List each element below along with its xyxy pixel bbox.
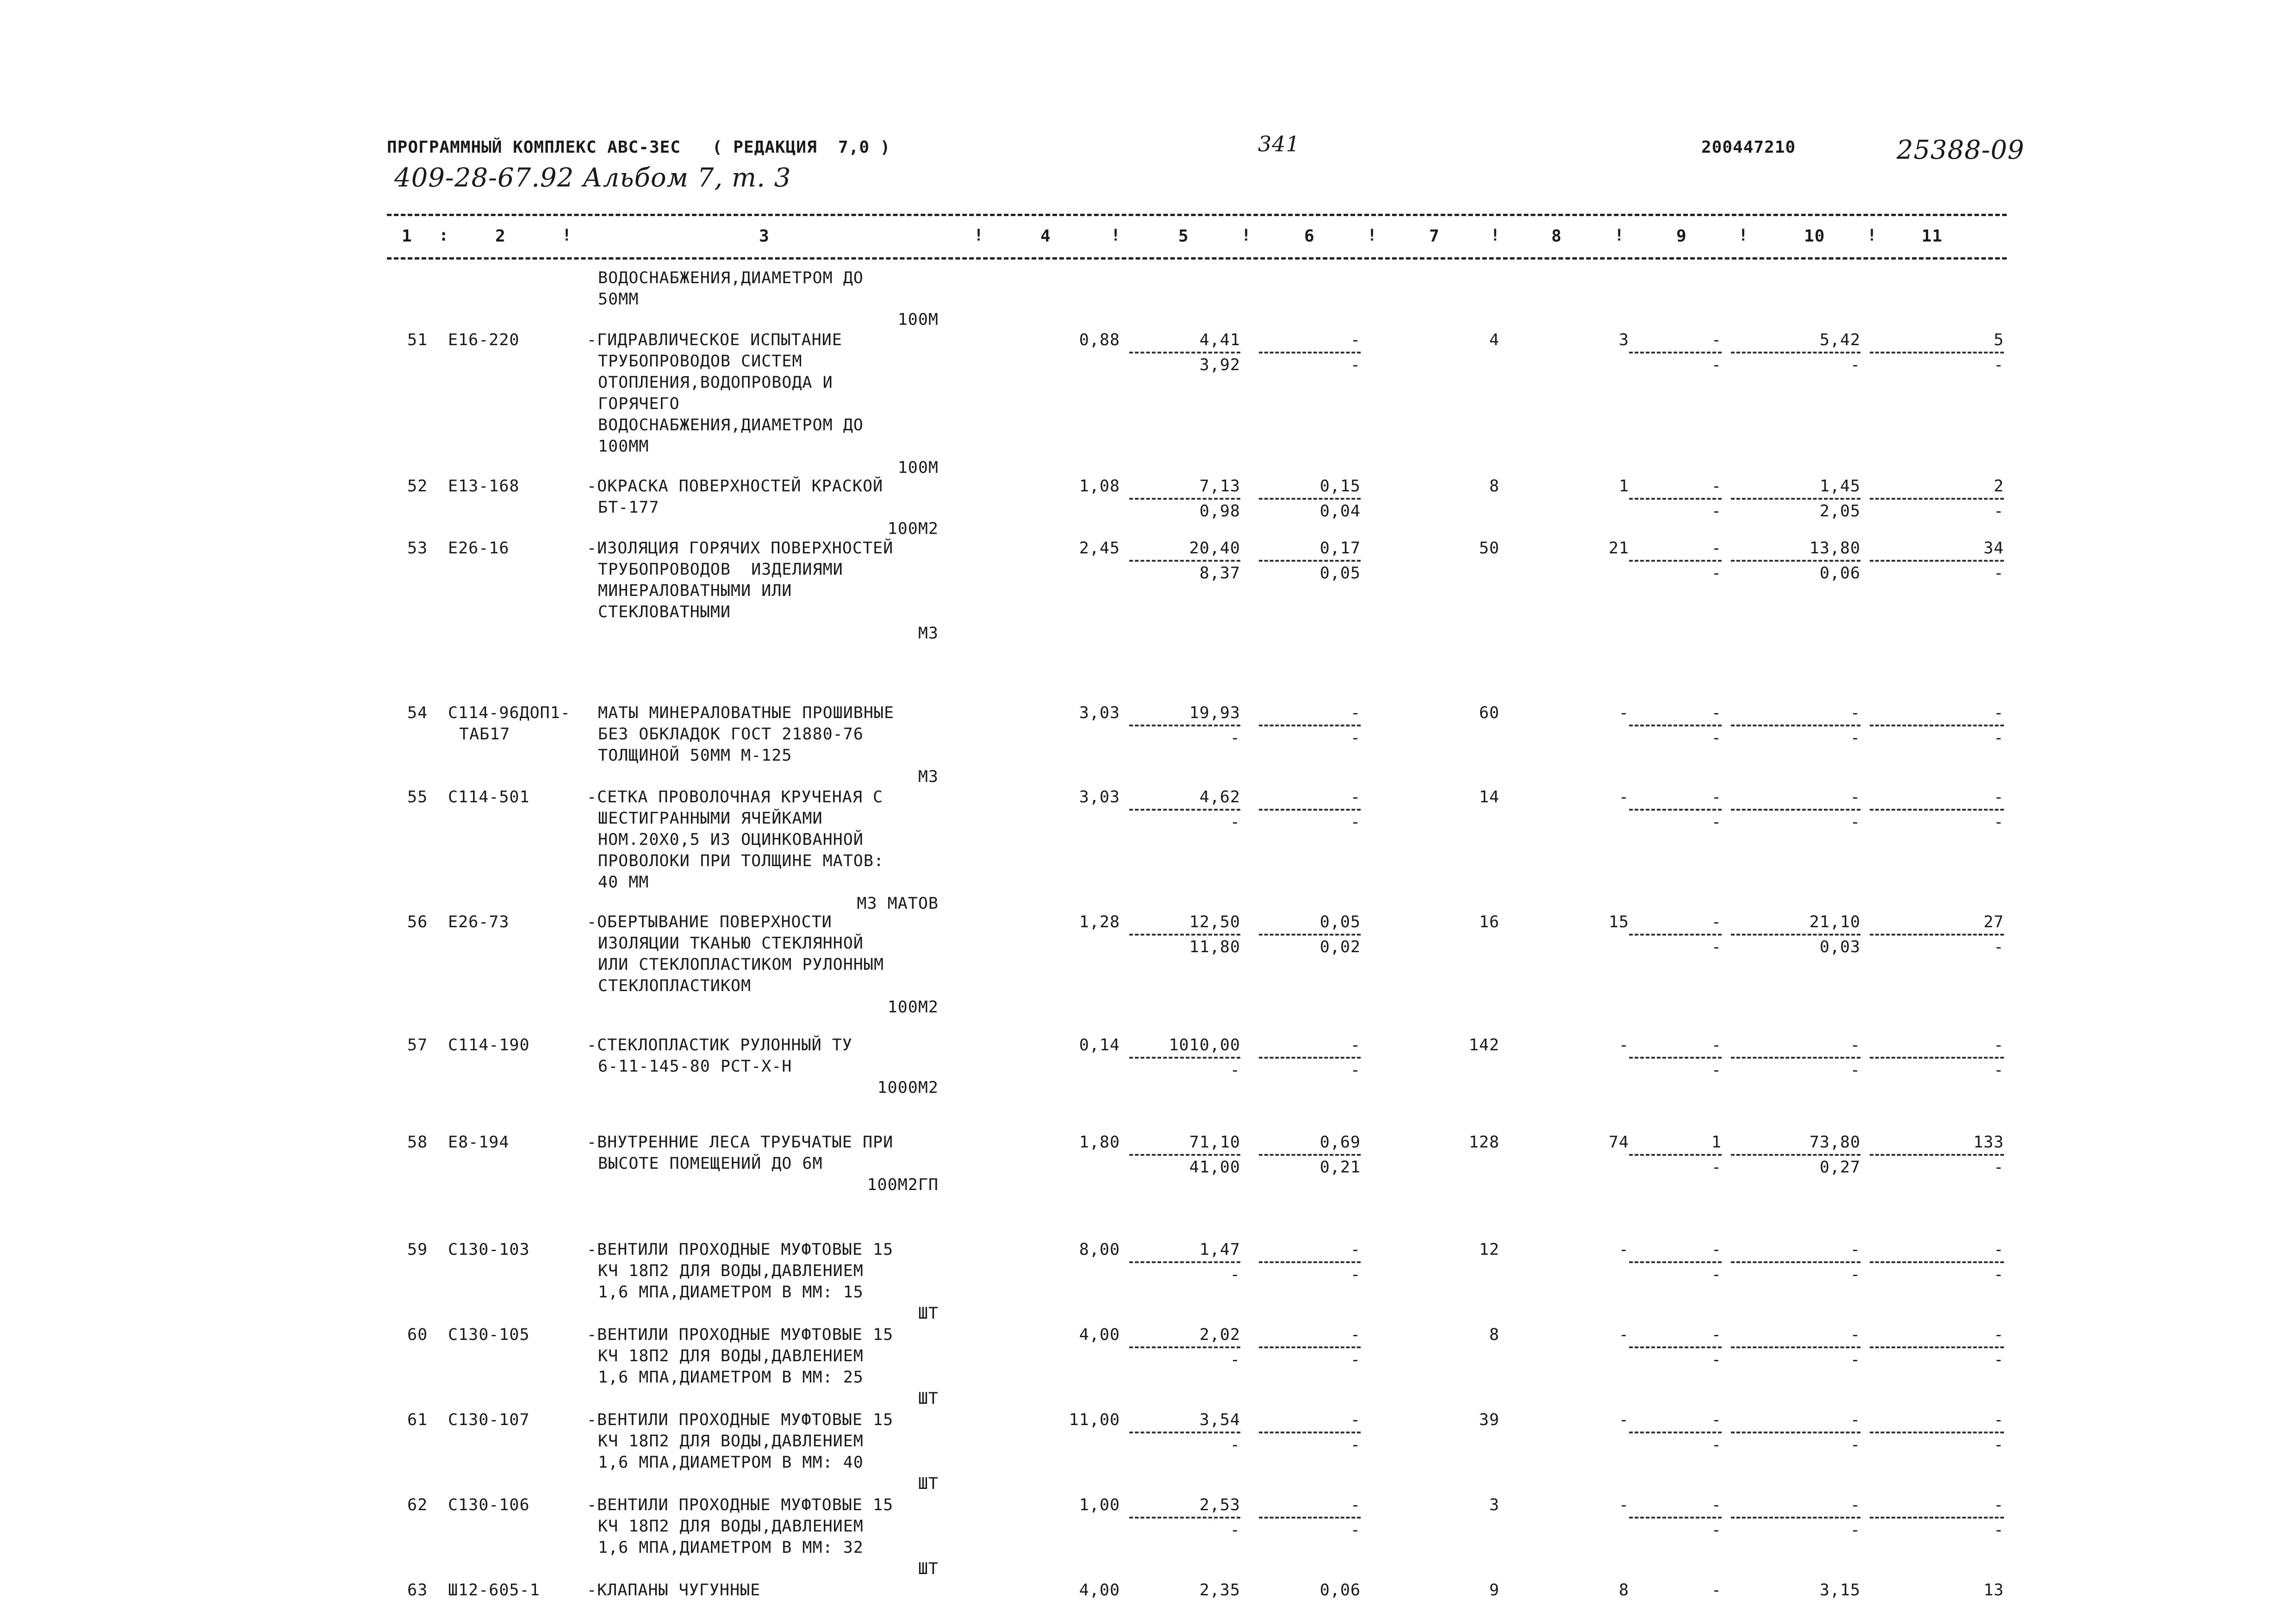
- description-line: -ОБЕРТЫВАНИЕ ПОВЕРХНОСТИ: [587, 913, 832, 931]
- value-col-5: 4,41: [1199, 331, 1240, 349]
- description-line: -ВЕНТИЛИ ПРОХОДНЫЕ МУФТОВЫЕ 15: [587, 1240, 894, 1259]
- value-col-8: 74: [1608, 1133, 1629, 1152]
- description-line: ВОДОСНАБЖЕНИЯ,ДИАМЕТРОМ ДО: [598, 416, 864, 434]
- value-col-6: -: [1350, 331, 1361, 349]
- resource-code: Е8-194: [448, 1133, 510, 1152]
- column-separator: !: [1367, 226, 1378, 245]
- value-col-9: -: [1711, 1581, 1722, 1600]
- description-line: 40 ММ: [598, 873, 649, 892]
- description-line: БЕЗ ОБКЛАДОК ГОСТ 21880-76: [598, 725, 864, 744]
- value-col-6-secondary: -: [1259, 725, 1361, 749]
- description-line: -ВЕНТИЛИ ПРОХОДНЫЕ МУФТОВЫЕ 15: [587, 1411, 894, 1429]
- row-number: 57: [407, 1036, 428, 1054]
- value-col-6: -: [1350, 1411, 1361, 1429]
- column-separator: !: [1490, 226, 1501, 245]
- value-col-11: 5: [1993, 331, 2004, 349]
- unit-of-measure: М3 МАТОВ: [857, 894, 939, 913]
- value-col-9: -: [1711, 704, 1722, 722]
- value-col-8: 1: [1618, 477, 1629, 496]
- value-col-4: 1,00: [1079, 1496, 1120, 1514]
- value-col-8: -: [1618, 704, 1629, 722]
- description-line: 1,6 МПА,ДИАМЕТРОМ В ММ: 15: [598, 1283, 864, 1302]
- value-col-5: 1010,00: [1169, 1036, 1240, 1054]
- description-line: ШЕСТИГРАННЫМИ ЯЧЕЙКАМИ: [598, 809, 823, 828]
- description-line: КЧ 18П2 ДЛЯ ВОДЫ,ДАВЛЕНИЕМ: [598, 1347, 864, 1365]
- value-col-9: -: [1711, 1036, 1722, 1054]
- unit-of-measure: ШТ: [918, 1560, 939, 1578]
- value-col-4: 4,00: [1079, 1326, 1120, 1344]
- column-separator: !: [1111, 226, 1121, 245]
- value-col-10: -: [1850, 1411, 1860, 1429]
- description-line: ИЛИ СТЕКЛОПЛАСТИКОМ РУЛОННЫМ: [598, 955, 884, 974]
- column-separator: !: [1241, 226, 1252, 245]
- value-col-8: 21: [1608, 539, 1629, 558]
- value-col-11-secondary: -: [1870, 498, 2004, 522]
- column-header-6: 6: [1304, 227, 1315, 246]
- column-separator: !: [1738, 226, 1749, 245]
- description-line: СТЕКЛОПЛАСТИКОМ: [598, 977, 752, 995]
- value-col-5-secondary: -: [1129, 1432, 1240, 1456]
- value-col-11: 34: [1983, 539, 2004, 558]
- description-line: -СЕТКА ПРОВОЛОЧНАЯ КРУЧЕНАЯ С: [587, 788, 884, 806]
- value-col-10: 3,15: [1819, 1581, 1860, 1600]
- value-col-10-secondary: -: [1731, 1432, 1860, 1456]
- value-col-8: 3: [1618, 331, 1629, 349]
- value-col-5-secondary: -: [1129, 809, 1240, 833]
- value-col-6-secondary: -: [1259, 1057, 1361, 1081]
- table-top-rule: [387, 214, 2007, 216]
- value-col-9: -: [1711, 913, 1722, 931]
- row-number: 56: [407, 913, 428, 931]
- unit-of-measure: ШТ: [918, 1304, 939, 1323]
- value-col-4: 0,14: [1079, 1036, 1120, 1054]
- row-number: 55: [407, 788, 428, 806]
- value-col-5: 12,50: [1189, 913, 1240, 931]
- value-col-10: -: [1850, 788, 1860, 806]
- value-col-10-secondary: -: [1731, 809, 1860, 833]
- value-col-11: -: [1993, 704, 2004, 722]
- value-col-6-secondary: 0,05: [1259, 560, 1361, 584]
- value-col-11-secondary: -: [1870, 1057, 2004, 1081]
- value-col-8: -: [1618, 1326, 1629, 1344]
- value-col-6: 0,69: [1319, 1133, 1361, 1152]
- value-col-11-secondary: -: [1870, 725, 2004, 749]
- description-line: ПРОВОЛОКИ ПРИ ТОЛЩИНЕ МАТОВ:: [598, 852, 884, 870]
- description-line: 6-11-145-80 РСТ-Х-Н: [598, 1057, 792, 1076]
- value-col-4: 0,88: [1079, 331, 1120, 349]
- value-col-11-secondary: -: [1870, 1517, 2004, 1541]
- resource-code: С130-107: [448, 1411, 530, 1429]
- value-col-5-secondary: -: [1129, 1346, 1240, 1370]
- resource-code: С114-96ДОП1-: [448, 704, 571, 722]
- value-col-4: 3,03: [1079, 704, 1120, 722]
- column-header-11: 11: [1922, 227, 1943, 246]
- description-line: ИЗОЛЯЦИИ ТКАНЬЮ СТЕКЛЯННОЙ: [598, 934, 864, 953]
- description-line: 100ММ: [598, 437, 649, 456]
- description-line: -ВЕНТИЛИ ПРОХОДНЫЕ МУФТОВЫЕ 15: [587, 1496, 894, 1514]
- continuation-line-1: ВОДОСНАБЖЕНИЯ,ДИАМЕТРОМ ДО: [598, 269, 864, 287]
- value-col-10: -: [1850, 1496, 1860, 1514]
- value-col-10-secondary: -: [1731, 1346, 1860, 1370]
- row-number: 63: [407, 1581, 428, 1600]
- unit-of-measure: 100М2: [887, 520, 939, 538]
- value-col-9: -: [1711, 788, 1722, 806]
- value-col-7: 39: [1479, 1411, 1500, 1429]
- value-col-7: 4: [1489, 331, 1500, 349]
- value-col-10-secondary: 0,06: [1731, 560, 1860, 584]
- resource-code: Е26-73: [448, 913, 510, 931]
- value-col-10: 1,45: [1819, 477, 1860, 496]
- value-col-7: 16: [1479, 913, 1500, 931]
- description-line: КЧ 18П2 ДЛЯ ВОДЫ,ДАВЛЕНИЕМ: [598, 1517, 864, 1536]
- value-col-9-secondary: -: [1629, 809, 1722, 833]
- value-col-10-secondary: 0,27: [1731, 1154, 1860, 1178]
- value-col-6: 0,05: [1319, 913, 1361, 931]
- value-col-5: 2,35: [1199, 1581, 1240, 1600]
- description-line: -ИЗОЛЯЦИЯ ГОРЯЧИХ ПОВЕРХНОСТЕЙ: [587, 539, 894, 558]
- description-line: 1,6 МПА,ДИАМЕТРОМ В ММ: 40: [598, 1453, 864, 1472]
- value-col-10: 73,80: [1809, 1133, 1860, 1152]
- value-col-11-secondary: -: [1870, 560, 2004, 584]
- description-line: -ОКРАСКА ПОВЕРХНОСТЕЙ КРАСКОЙ: [587, 477, 884, 496]
- value-col-10: 5,42: [1819, 331, 1860, 349]
- column-header-4: 4: [1040, 227, 1051, 246]
- description-line: 1,6 МПА,ДИАМЕТРОМ В ММ: 25: [598, 1368, 864, 1387]
- description-line: КЧ 18П2 ДЛЯ ВОДЫ,ДАВЛЕНИЕМ: [598, 1432, 864, 1451]
- value-col-5: 3,54: [1199, 1411, 1240, 1429]
- unit-of-measure: 100М2ГП: [867, 1176, 939, 1194]
- value-col-5: 2,02: [1199, 1326, 1240, 1344]
- value-col-11: -: [1993, 1326, 2004, 1344]
- value-col-5: 71,10: [1189, 1133, 1240, 1152]
- value-col-11: -: [1993, 1411, 2004, 1429]
- column-header-9: 9: [1676, 227, 1687, 246]
- value-col-4: 8,00: [1079, 1240, 1120, 1259]
- value-col-4: 1,08: [1079, 477, 1120, 496]
- value-col-4: 2,45: [1079, 539, 1120, 558]
- value-col-4: 4,00: [1079, 1581, 1120, 1600]
- table-header-rule: [387, 257, 2007, 260]
- unit-of-measure: 100М: [897, 459, 939, 477]
- unit-of-measure: ШТ: [918, 1475, 939, 1493]
- value-col-10-secondary: -: [1731, 1261, 1860, 1285]
- column-header-1: 1: [402, 227, 412, 246]
- value-col-9-secondary: -: [1629, 1432, 1722, 1456]
- value-col-9: -: [1711, 1240, 1722, 1259]
- value-col-11-secondary: -: [1870, 352, 2004, 376]
- value-col-10-secondary: 2,05: [1731, 498, 1860, 522]
- value-col-4: 3,03: [1079, 788, 1120, 806]
- value-col-8: -: [1618, 1036, 1629, 1054]
- value-col-8: -: [1618, 788, 1629, 806]
- value-col-11: 13: [1983, 1581, 2004, 1600]
- description-line: 1,6 МПА,ДИАМЕТРОМ В ММ: 32: [598, 1538, 864, 1557]
- row-number: 61: [407, 1411, 428, 1429]
- resource-code: С130-106: [448, 1496, 530, 1514]
- value-col-11-secondary: -: [1870, 809, 2004, 833]
- column-separator: :: [439, 226, 449, 245]
- description-line: МИНЕРАЛОВАТНЫМИ ИЛИ: [598, 582, 792, 600]
- column-header-2: 2: [495, 227, 506, 246]
- description-line: ГОРЯЧЕГО: [598, 395, 680, 413]
- value-col-9: -: [1711, 539, 1722, 558]
- description-line: БТ-177: [598, 498, 660, 517]
- value-col-9-secondary: -: [1629, 1517, 1722, 1541]
- column-header-3: 3: [759, 227, 770, 246]
- value-col-9: -: [1711, 331, 1722, 349]
- description-line: ОТОПЛЕНИЯ,ВОДОПРОВОДА И: [598, 373, 833, 392]
- value-col-11-secondary: -: [1870, 934, 2004, 958]
- value-col-5-secondary: 11,80: [1129, 934, 1240, 958]
- value-col-5-secondary: -: [1129, 1261, 1240, 1285]
- value-col-6: -: [1350, 704, 1361, 722]
- column-header-7: 7: [1429, 227, 1440, 246]
- album-reference: 409-28-67.92 Альбом 7, т. 3: [394, 163, 791, 193]
- value-col-9: -: [1711, 477, 1722, 496]
- resource-code: Е13-168: [448, 477, 520, 496]
- value-col-11-secondary: -: [1870, 1154, 2004, 1178]
- value-col-6-secondary: -: [1259, 1261, 1361, 1285]
- value-col-5-secondary: 3,92: [1129, 352, 1240, 376]
- value-col-11: -: [1993, 1240, 2004, 1259]
- column-header-10: 10: [1804, 227, 1825, 246]
- program-header: ПРОГРАММНЫЙ КОМПЛЕКС АВС-3ЕС ( РЕДАКЦИЯ 7,0 ): [387, 138, 891, 157]
- value-col-8: -: [1618, 1411, 1629, 1429]
- value-col-7: 3: [1489, 1496, 1500, 1514]
- value-col-5: 19,93: [1189, 704, 1240, 722]
- value-col-7: 128: [1468, 1133, 1500, 1152]
- value-col-11-secondary: -: [1870, 1261, 2004, 1285]
- value-col-10-secondary: -: [1731, 1517, 1860, 1541]
- resource-code: Ш12-605-1: [448, 1581, 540, 1600]
- row-number: 60: [407, 1326, 428, 1344]
- value-col-5-secondary: 8,37: [1129, 560, 1240, 584]
- value-col-10-secondary: -: [1731, 352, 1860, 376]
- value-col-7: 60: [1479, 704, 1500, 722]
- value-col-6-secondary: -: [1259, 1517, 1361, 1541]
- row-number: 62: [407, 1496, 428, 1514]
- value-col-5-secondary: 0,98: [1129, 498, 1240, 522]
- value-col-5: 1,47: [1199, 1240, 1240, 1259]
- resource-code: С130-105: [448, 1326, 530, 1344]
- description-line: ТОЛЩИНОЙ 50ММ М-125: [598, 746, 792, 765]
- unit-of-measure: М3: [918, 768, 939, 786]
- description-line: КЧ 18П2 ДЛЯ ВОДЫ,ДАВЛЕНИЕМ: [598, 1262, 864, 1280]
- description-line: НОМ.20Х0,5 ИЗ ОЦИНКОВАННОЙ: [598, 831, 864, 849]
- value-col-9-secondary: -: [1629, 934, 1722, 958]
- value-col-5-secondary: -: [1129, 1517, 1240, 1541]
- value-col-7: 14: [1479, 788, 1500, 806]
- page-number: 341: [1258, 131, 1300, 156]
- description-line: -ВЕНТИЛИ ПРОХОДНЫЕ МУФТОВЫЕ 15: [587, 1326, 894, 1344]
- value-col-9-secondary: -: [1629, 1154, 1722, 1178]
- value-col-7: 9: [1489, 1581, 1500, 1600]
- description-line: СТЕКЛОВАТНЫМИ: [598, 603, 731, 621]
- value-col-11: -: [1993, 788, 2004, 806]
- value-col-6: 0,06: [1319, 1581, 1361, 1600]
- resource-code: Е26-16: [448, 539, 510, 558]
- value-col-6-secondary: 0,02: [1259, 934, 1361, 958]
- value-col-5-secondary: -: [1129, 1057, 1240, 1081]
- document-code: 200447210: [1701, 138, 1796, 157]
- value-col-9-secondary: -: [1629, 1261, 1722, 1285]
- value-col-4: 1,28: [1079, 913, 1120, 931]
- resource-code: С130-103: [448, 1240, 530, 1259]
- value-col-6: 0,17: [1319, 539, 1361, 558]
- value-col-6-secondary: -: [1259, 809, 1361, 833]
- continuation-line-2: 50ММ: [598, 290, 639, 309]
- value-col-11-secondary: -: [1870, 1432, 2004, 1456]
- value-col-8: -: [1618, 1240, 1629, 1259]
- value-col-11: 133: [1973, 1133, 2004, 1152]
- value-col-10: -: [1850, 1326, 1860, 1344]
- column-header-5: 5: [1178, 227, 1189, 246]
- value-col-5: 20,40: [1189, 539, 1240, 558]
- value-col-6-secondary: -: [1259, 1346, 1361, 1370]
- resource-code: С114-190: [448, 1036, 530, 1054]
- description-line: -ВНУТРЕННИЕ ЛЕСА ТРУБЧАТЫЕ ПРИ: [587, 1133, 894, 1152]
- value-col-5-secondary: 41,00: [1129, 1154, 1240, 1178]
- row-number: 52: [407, 477, 428, 496]
- value-col-11: -: [1993, 1036, 2004, 1054]
- value-col-10: 21,10: [1809, 913, 1860, 931]
- value-col-7: 8: [1489, 1326, 1500, 1344]
- column-separator: !: [1867, 226, 1878, 245]
- value-col-8: -: [1618, 1496, 1629, 1514]
- value-col-8: 15: [1608, 913, 1629, 931]
- value-col-7: 8: [1489, 477, 1500, 496]
- value-col-10-secondary: -: [1731, 1057, 1860, 1081]
- value-col-6: -: [1350, 1496, 1361, 1514]
- unit-of-measure: 1000М2: [877, 1079, 939, 1097]
- value-col-6: -: [1350, 1326, 1361, 1344]
- value-col-6-secondary: -: [1259, 1432, 1361, 1456]
- continuation-unit: 100М: [897, 310, 939, 329]
- value-col-9-secondary: -: [1629, 1057, 1722, 1081]
- row-number: 58: [407, 1133, 428, 1152]
- value-col-10: 13,80: [1809, 539, 1860, 558]
- value-col-9-secondary: -: [1629, 1346, 1722, 1370]
- value-col-9-secondary: -: [1629, 352, 1722, 376]
- value-col-9-secondary: -: [1629, 725, 1722, 749]
- row-number: 51: [407, 331, 428, 349]
- value-col-11: -: [1993, 1496, 2004, 1514]
- value-col-10: -: [1850, 704, 1860, 722]
- unit-of-measure: ШТ: [918, 1389, 939, 1408]
- value-col-10: -: [1850, 1240, 1860, 1259]
- value-col-9: -: [1711, 1496, 1722, 1514]
- row-number: 54: [407, 704, 428, 722]
- description-line: ТРУБОПРОВОДОВ СИСТЕМ: [598, 352, 803, 371]
- value-col-6-secondary: 0,21: [1259, 1154, 1361, 1178]
- value-col-6-secondary: 0,04: [1259, 498, 1361, 522]
- value-col-9-secondary: -: [1629, 560, 1722, 584]
- description-line: -ГИДРАВЛИЧЕСКОЕ ИСПЫТАНИЕ: [587, 331, 842, 349]
- value-col-6: -: [1350, 1036, 1361, 1054]
- value-col-9-secondary: -: [1629, 498, 1722, 522]
- value-col-8: 8: [1618, 1581, 1629, 1600]
- stamp-number: 25388-09: [1897, 135, 2025, 165]
- description-line: -СТЕКЛОПЛАСТИК РУЛОННЫЙ ТУ: [587, 1036, 852, 1054]
- value-col-9: -: [1711, 1326, 1722, 1344]
- unit-of-measure: 100М2: [887, 998, 939, 1017]
- value-col-10-secondary: -: [1731, 725, 1860, 749]
- value-col-6: -: [1350, 1240, 1361, 1259]
- value-col-7: 50: [1479, 539, 1500, 558]
- value-col-11: 27: [1983, 913, 2004, 931]
- value-col-9: 1: [1711, 1133, 1722, 1152]
- column-separator: !: [562, 226, 572, 245]
- value-col-11: 2: [1993, 477, 2004, 496]
- row-number: 53: [407, 539, 428, 558]
- value-col-11-secondary: -: [1870, 1346, 2004, 1370]
- row-number: 59: [407, 1240, 428, 1259]
- value-col-5-secondary: -: [1129, 725, 1240, 749]
- value-col-9: -: [1711, 1411, 1722, 1429]
- column-header-8: 8: [1551, 227, 1562, 246]
- column-separator: !: [1614, 226, 1625, 245]
- description-line: -КЛАПАНЫ ЧУГУННЫЕ: [587, 1581, 761, 1600]
- value-col-5: 2,53: [1199, 1496, 1240, 1514]
- unit-of-measure: М3: [918, 624, 939, 643]
- value-col-7: 142: [1468, 1036, 1500, 1054]
- column-separator: !: [974, 226, 984, 245]
- resource-code: Е16-220: [448, 331, 520, 349]
- resource-code-suffix: ТАБ17: [459, 725, 510, 744]
- resource-code: С114-501: [448, 788, 530, 806]
- value-col-4: 11,00: [1069, 1411, 1120, 1429]
- value-col-6: 0,15: [1319, 477, 1361, 496]
- value-col-10: -: [1850, 1036, 1860, 1054]
- description-line: МАТЫ МИНЕРАЛОВАТНЫЕ ПРОШИВНЫЕ: [598, 704, 895, 722]
- description-line: ТРУБОПРОВОДОВ ИЗДЕЛИЯМИ: [598, 560, 843, 579]
- value-col-7: 12: [1479, 1240, 1500, 1259]
- description-line: ВЫСОТЕ ПОМЕЩЕНИЙ ДО 6М: [598, 1154, 823, 1173]
- value-col-10-secondary: 0,03: [1731, 934, 1860, 958]
- value-col-5: 4,62: [1199, 788, 1240, 806]
- value-col-6-secondary: -: [1259, 352, 1361, 376]
- value-col-5: 7,13: [1199, 477, 1240, 496]
- value-col-6: -: [1350, 788, 1361, 806]
- value-col-4: 1,80: [1079, 1133, 1120, 1152]
